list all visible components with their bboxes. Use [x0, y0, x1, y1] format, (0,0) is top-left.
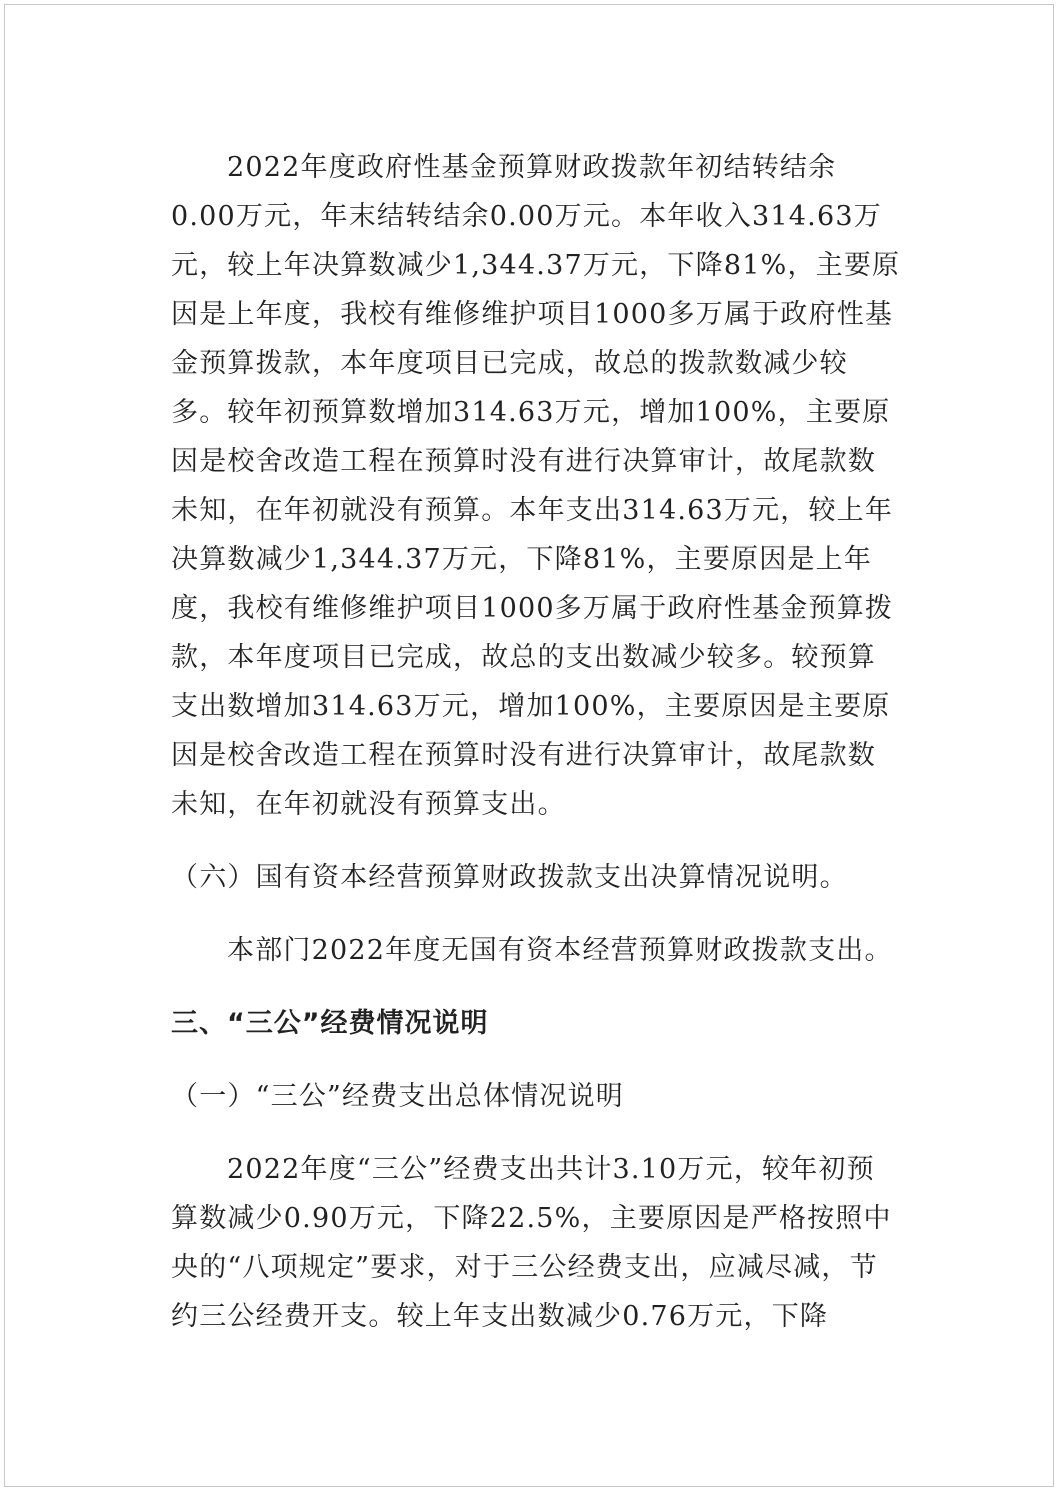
three-public-paragraph: 2022年度“三公”经费支出共计3.10万元，较年初预算数减少0.90万元，下降22.5%，主要原因是严格按照中央的“八项规定”要求，对于三公经费支出，应减尽减，节约三公经费开支。较上年支出数减少0.76万元，下降: [171, 1154, 892, 1332]
document-content: [171, 143, 901, 1341]
three-public-section-heading: 三、“三公”经费情况说明: [171, 1008, 489, 1039]
state-capital-paragraph: 本部门2022年度无国有资本经营预算财政拨款支出。: [227, 935, 893, 966]
fund-budget-paragraph: 2022年度政府性基金预算财政拨款年初结转结余0.00万元，年末结转结余0.00万元。本年收入314.63万元，较上年决算数减少1,344.37万元，下降81%，主要原因是上年度，我校有维修维护项目1000多万属于政府性基金预算拨款，本年度项目已完成，故总的拨款数减少较多。较年初预算数增加314.63万元，增加100%，主要原因是校舍改造工程在预算时没有进行决算审计，故尾款数未知，在年初就没有预算。本年支出314.63万元，较上年决算数减少1,344.37万元，下降81%，主要原因是上年度，我校有维修维护项目1000多万属于政府性基金预算拨款，本年度项目已完成，故总的支出数减少较多。较预算支出数增加314.63万元，增加100%，主要原因是主要原因是校舍改造工程在预算时没有进行决算审计，故尾款数未知，在年初就没有预算支出。: [171, 152, 901, 820]
state-capital-heading: （六）国有资本经营预算财政拨款支出决算情况说明。: [171, 862, 848, 893]
document-page: [4, 4, 1054, 1487]
three-public-sub-heading: （一）“三公”经费支出总体情况说明: [171, 1081, 625, 1112]
